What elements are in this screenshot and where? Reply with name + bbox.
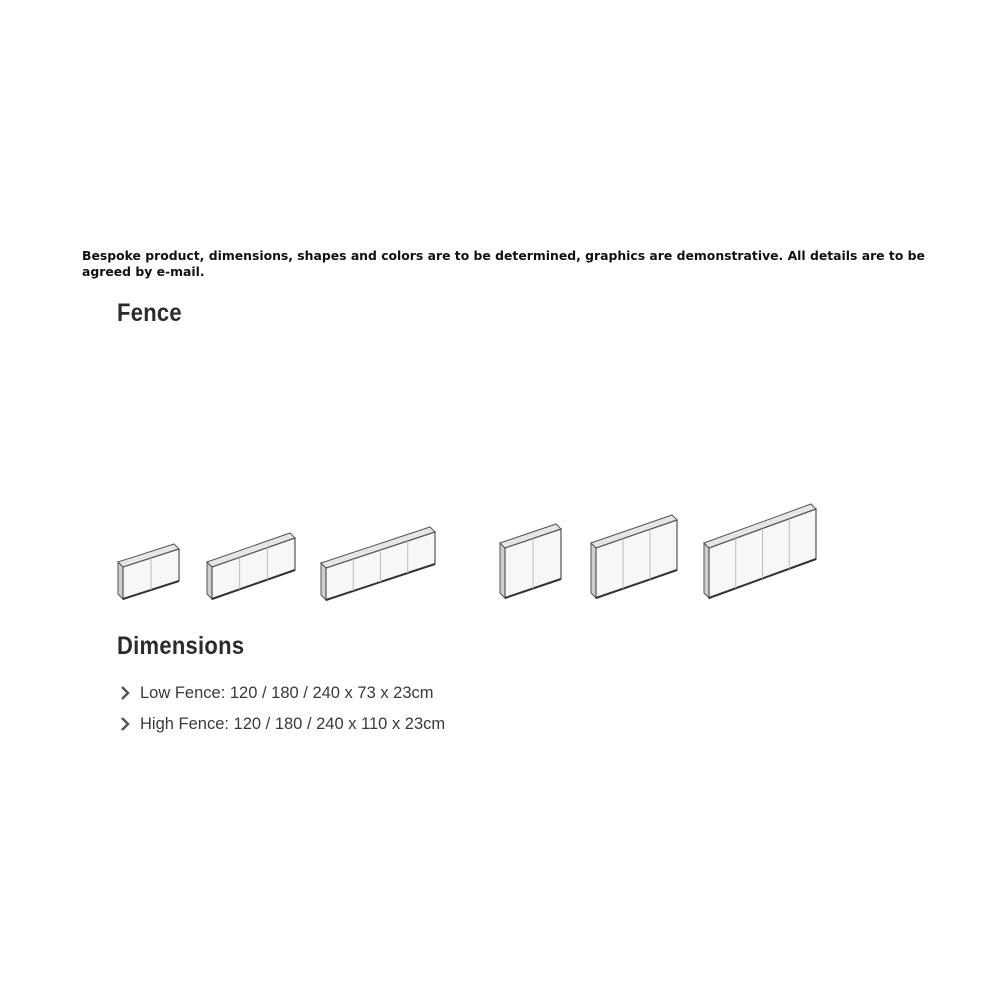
low-fence-120-illustration	[118, 544, 179, 599]
dimension-text: Low Fence: 120 / 180 / 240 x 73 x 23cm	[140, 684, 434, 702]
low-fence-240-illustration	[321, 527, 435, 600]
dimensions-heading: Dimensions	[117, 632, 245, 660]
high-fence-180-illustration	[591, 515, 677, 598]
chevron-right-icon	[118, 715, 140, 735]
high-fence-120-illustration	[500, 524, 561, 598]
fence-heading: Fence	[117, 299, 182, 327]
disclaimer-text: Bespoke product, dimensions, shapes and colors are to be determined, graphics are demonstrative. All details are to be agreed by e-mail.	[82, 248, 925, 279]
chevron-right-icon	[118, 684, 140, 704]
dimension-item-low-fence	[118, 678, 445, 709]
fence-side-face	[704, 543, 709, 598]
fence-side-face	[207, 562, 212, 599]
low-fence-180-illustration	[207, 533, 295, 599]
dimensions-list	[118, 678, 445, 740]
fence-side-face	[500, 543, 505, 598]
fence-side-face	[591, 543, 596, 598]
fence-side-face	[118, 562, 123, 599]
high-fence-240-illustration	[704, 504, 816, 598]
dimension-item-high-fence	[118, 709, 445, 740]
fence-side-face	[321, 563, 326, 600]
dimension-text: High Fence: 120 / 180 / 240 x 110 x 23cm	[140, 715, 446, 733]
